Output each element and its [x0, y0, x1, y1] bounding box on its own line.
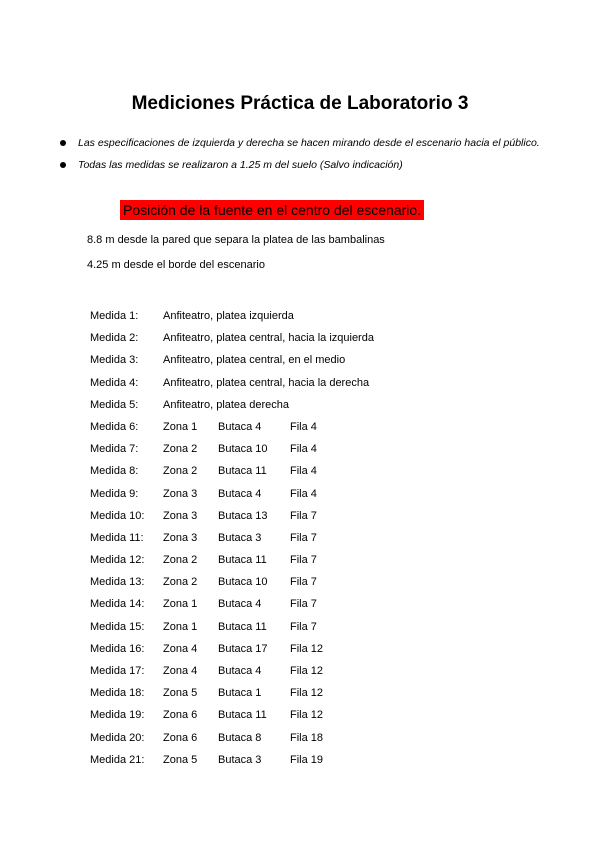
notes-list	[56, 135, 540, 179]
measurement-seat: Butaca 10	[218, 576, 268, 589]
measurement-label: Medida 6:	[90, 420, 139, 433]
measurement-zone: Zona 1	[163, 620, 198, 633]
measurement-label: Medida 20:	[90, 731, 145, 744]
measurement-row-number: Fila 12	[290, 709, 324, 722]
measurement-row-number: Fila 4	[290, 465, 317, 478]
measurement-row-number: Fila 7	[290, 509, 317, 522]
measurement-label: Medida 18:	[90, 687, 145, 700]
bullet-icon	[60, 140, 66, 146]
measurement-row-number: Fila 4	[290, 487, 317, 500]
distance-stage-text: 4.25 m desde el borde del escenario	[87, 259, 265, 271]
measurement-row-number: Fila 7	[290, 531, 317, 544]
measurement-label: Medida 7:	[90, 443, 139, 456]
measurement-label: Medida 2:	[90, 332, 139, 345]
measurement-label: Medida 1:	[90, 310, 139, 322]
measurement-row-number: Fila 12	[290, 687, 324, 700]
note-item	[56, 157, 540, 179]
measurement-zone: Zona 2	[163, 554, 198, 567]
measurement-row-number: Fila 19	[290, 753, 324, 766]
measurement-location: Anfiteatro, platea central, en el medio	[163, 354, 346, 367]
measurement-location: Anfiteatro, platea derecha	[163, 398, 289, 411]
measurement-label: Medida 10:	[90, 509, 145, 522]
measurement-seat: Butaca 11	[218, 554, 267, 567]
measurement-label: Medida 19:	[90, 709, 145, 722]
document-title: Mediciones Práctica de Laboratorio 3	[131, 93, 469, 114]
measurement-seat: Butaca 13	[218, 509, 268, 522]
measurement-label: Medida 5:	[90, 398, 139, 411]
measurement-seat: Butaca 10	[218, 443, 268, 456]
measurement-zone: Zona 5	[163, 753, 198, 766]
measurement-label: Medida 3:	[90, 354, 139, 367]
measurement-zone: Zona 3	[163, 531, 198, 544]
measurement-label: Medida 17:	[90, 665, 145, 677]
measurement-zone: Zona 2	[163, 443, 198, 456]
measurement-row-number: Fila 7	[290, 620, 317, 633]
measurement-zone: Zona 3	[163, 487, 198, 500]
measurement-label: Medida 4:	[90, 376, 139, 389]
measurement-seat: Butaca 1	[218, 687, 262, 700]
measurement-seat: Butaca 11	[218, 465, 267, 478]
measurement-row-number: Fila 7	[290, 576, 317, 589]
measurement-label: Medida 13:	[90, 576, 145, 589]
measurement-seat: Butaca 11	[218, 620, 267, 633]
measurement-zone: Zona 3	[163, 509, 198, 522]
measurement-zone: Zona 2	[163, 576, 198, 589]
measurement-location: Anfiteatro, platea izquierda	[163, 310, 294, 322]
note-item	[56, 135, 540, 157]
measurement-seat: Butaca 17	[218, 642, 268, 655]
measurement-row-number: Fila 4	[290, 443, 317, 456]
measurement-row-number: Fila 12	[290, 642, 324, 655]
measurement-label: Medida 21:	[90, 753, 145, 766]
measurement-seat: Butaca 4	[218, 420, 262, 433]
measurement-seat: Butaca 11	[218, 709, 267, 722]
measurement-label: Medida 11:	[90, 531, 144, 544]
measurement-row-number: Fila 7	[290, 554, 317, 567]
measurement-row-number: Fila 4	[290, 420, 317, 433]
measurement-seat: Butaca 4	[218, 598, 262, 611]
measurement-zone: Zona 4	[163, 642, 198, 655]
measurement-label: Medida 16:	[90, 642, 145, 655]
distance-wall-text: 8.8 m desde la pared que separa la platea de las bambalinas	[87, 234, 385, 246]
measurement-label: Medida 9:	[90, 487, 139, 500]
measurement-row-number: Fila 7	[290, 598, 317, 611]
measurement-seat: Butaca 3	[218, 753, 262, 766]
measurement-zone: Zona 6	[163, 731, 198, 744]
measurement-seat: Butaca 8	[218, 731, 262, 744]
measurement-seat: Butaca 4	[218, 487, 262, 500]
measurement-zone: Zona 2	[163, 465, 198, 478]
measurement-zone: Zona 1	[163, 420, 198, 433]
note-text: Las especificaciones de izquierda y derecha se hacen mirando desde el escenario hacia el público.	[78, 137, 540, 149]
measurement-location: Anfiteatro, platea central, hacia la derecha	[163, 376, 370, 389]
measurement-zone: Zona 5	[163, 687, 198, 700]
measurement-seat: Butaca 3	[218, 531, 262, 544]
measurement-label: Medida 12:	[90, 554, 145, 567]
measurement-location: Anfiteatro, platea central, hacia la izquierda	[163, 332, 374, 345]
bullet-icon	[60, 162, 66, 168]
measurement-row-number: Fila 12	[290, 665, 324, 677]
measurement-label: Medida 8:	[90, 465, 139, 478]
measurement-seat: Butaca 4	[218, 665, 262, 677]
measurement-zone: Zona 4	[163, 665, 198, 677]
source-position-heading: Posición de la fuente en el centro del escenario.	[120, 200, 424, 220]
measurement-zone: Zona 6	[163, 709, 198, 722]
measurement-label: Medida 14:	[90, 598, 145, 611]
measurement-row-number: Fila 18	[290, 731, 324, 744]
note-text: Todas las medidas se realizaron a 1.25 m del suelo (Salvo indicación)	[78, 159, 403, 171]
measurement-zone: Zona 1	[163, 598, 198, 611]
measurement-label: Medida 15:	[90, 620, 145, 633]
